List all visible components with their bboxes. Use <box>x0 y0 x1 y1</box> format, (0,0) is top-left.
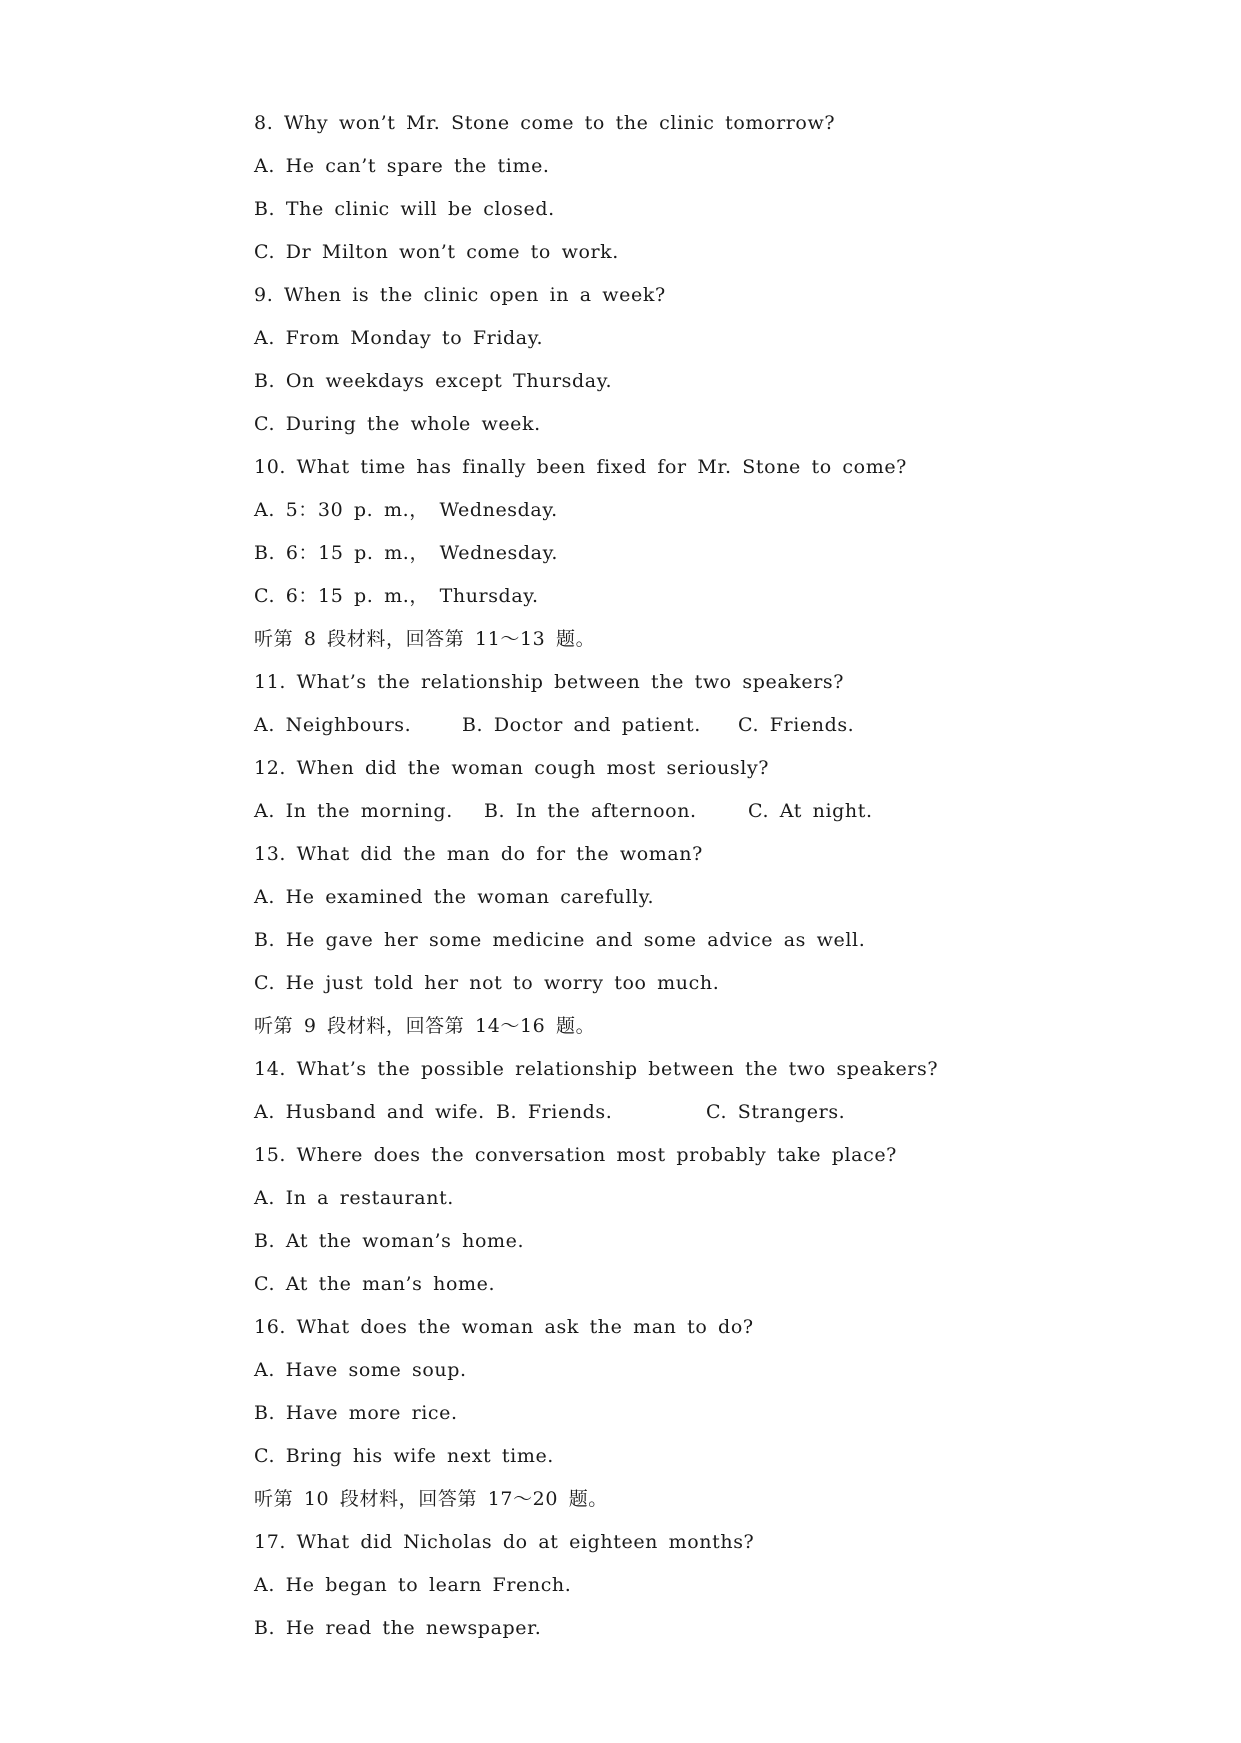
option-13c: C. He just told her not to worry too much. <box>254 972 720 994</box>
option-16a: A. Have some soup. <box>254 1359 467 1381</box>
option-16c: C. Bring his wife next time. <box>254 1445 554 1467</box>
option-8b: B. The clinic will be closed. <box>254 198 555 220</box>
question-12: 12. When did the woman cough most seriously? <box>254 757 770 779</box>
exam-content <box>254 102 1154 1650</box>
option-9a: A. From Monday to Friday. <box>254 327 544 349</box>
option-14c: C. Strangers. <box>706 1101 846 1123</box>
option-12a: A. In the morning. <box>254 800 453 822</box>
question-17: 17. What did Nicholas do at eighteen months? <box>254 1531 755 1553</box>
question-14: 14. What’s the possible relationship between the two speakers? <box>254 1058 939 1080</box>
question-10: 10. What time has finally been fixed for Mr. Stone to come? <box>254 456 907 478</box>
question-16: 16. What does the woman ask the man to do? <box>254 1316 754 1338</box>
option-16b: B. Have more rice. <box>254 1402 458 1424</box>
section-heading-8: 听第 8 段材料，回答第 11～13 题。 <box>254 628 596 650</box>
option-8a: A. He can’t spare the time. <box>254 155 550 177</box>
option-10a: A. 5：30 p. m.， Wednesday. <box>254 499 558 521</box>
option-15c: C. At the man’s home. <box>254 1273 496 1295</box>
option-15b: B. At the woman’s home. <box>254 1230 525 1252</box>
question-13: 13. What did the man do for the woman? <box>254 843 703 865</box>
options-11 <box>254 704 1154 747</box>
option-9c: C. During the whole week. <box>254 413 541 435</box>
option-11a: A. Neighbours. <box>254 714 412 736</box>
option-13b: B. He gave her some medicine and some advice as well. <box>254 929 866 951</box>
option-10c: C. 6：15 p. m.， Thursday. <box>254 585 539 607</box>
option-17b: B. He read the newspaper. <box>254 1617 542 1639</box>
section-heading-10: 听第 10 段材料，回答第 17～20 题。 <box>254 1488 608 1510</box>
option-11c: C. Friends. <box>738 714 855 736</box>
question-15: 15. Where does the conversation most probably take place? <box>254 1144 897 1166</box>
section-heading-9: 听第 9 段材料，回答第 14～16 题。 <box>254 1015 596 1037</box>
question-11: 11. What’s the relationship between the two speakers? <box>254 671 845 693</box>
option-15a: A. In a restaurant. <box>254 1187 454 1209</box>
option-9b: B. On weekdays except Thursday. <box>254 370 613 392</box>
question-9: 9. When is the clinic open in a week? <box>254 284 666 306</box>
option-10b: B. 6：15 p. m.， Wednesday. <box>254 542 559 564</box>
option-17a: A. He began to learn French. <box>254 1574 572 1596</box>
options-14 <box>254 1091 1154 1134</box>
option-12b: B. In the afternoon. <box>484 800 697 822</box>
option-12c: C. At night. <box>748 800 873 822</box>
options-12 <box>254 790 1154 833</box>
option-13a: A. He examined the woman carefully. <box>254 886 655 908</box>
option-14a: A. Husband and wife. <box>254 1101 485 1123</box>
question-8: 8. Why won’t Mr. Stone come to the clinic tomorrow? <box>254 112 836 134</box>
option-11b: B. Doctor and patient. <box>462 714 701 736</box>
option-14b: B. Friends. <box>496 1101 613 1123</box>
option-8c: C. Dr Milton won’t come to work. <box>254 241 619 263</box>
